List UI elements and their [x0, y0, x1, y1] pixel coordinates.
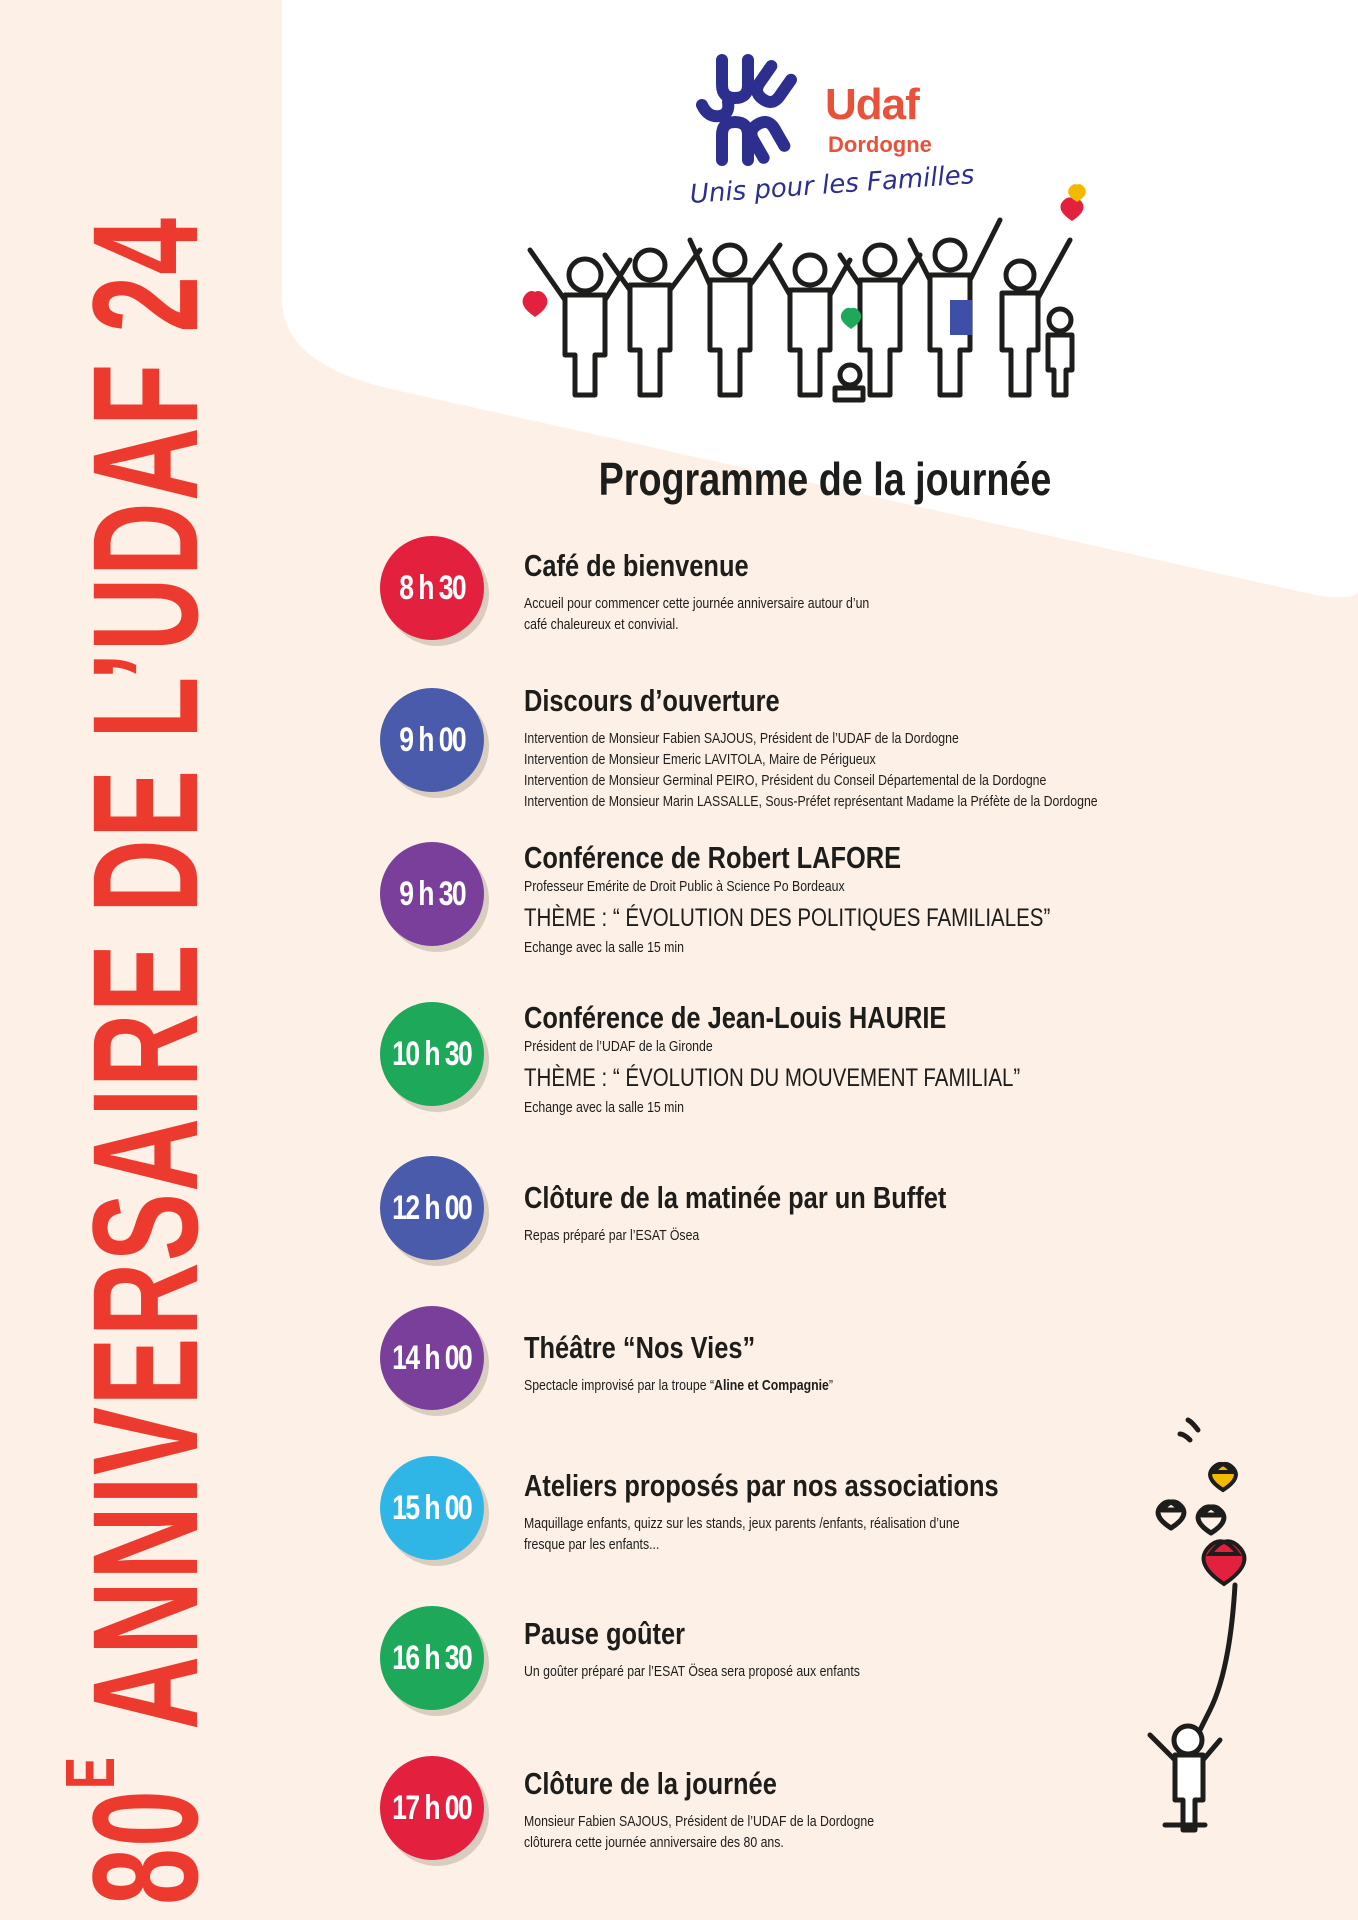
item-heading: Café de bienvenue	[524, 548, 749, 583]
time-label: 15 h 00	[392, 1488, 472, 1527]
item-heading: Ateliers proposés par nos associations	[524, 1468, 999, 1503]
time-label: 9 h 30	[399, 874, 465, 913]
item-description: Intervention de Monsieur Emeric LAVITOLA, Maire de Périgueux	[524, 751, 876, 768]
time-badge	[380, 1306, 484, 1410]
time-badge	[380, 1002, 484, 1106]
item-note: Echange avec la salle 15 min	[524, 1099, 685, 1116]
item-description: Repas préparé par l’ESAT Ösea	[524, 1227, 700, 1244]
title-number: 80	[61, 1788, 229, 1905]
time-label: 17 h 00	[392, 1788, 472, 1827]
time-label: 8 h 30	[399, 568, 465, 607]
item-heading: Conférence de Jean-Louis HAURIE	[524, 1000, 947, 1035]
title-superscript: E	[51, 1755, 129, 1789]
troupe-name: Aline et Compagnie	[714, 1377, 829, 1394]
item-description: Intervention de Monsieur Germinal PEIRO, Président du Conseil Départemental de la Dordogne	[524, 772, 1047, 789]
time-label: 10 h 30	[392, 1034, 472, 1073]
time-label: 16 h 30	[392, 1638, 472, 1677]
item-description: café chaleureux et convivial.	[524, 616, 679, 633]
item-description: fresque par les enfants...	[524, 1536, 660, 1553]
people-crowd-illustration	[510, 160, 1110, 420]
item-note: Echange avec la salle 15 min	[524, 939, 685, 956]
logo-region: Dordogne	[828, 132, 932, 157]
item-theme: THÈME : “ ÉVOLUTION DU MOUVEMENT FAMILIAL”	[524, 1064, 1021, 1092]
time-badge	[380, 688, 484, 792]
item-heading: Théâtre “Nos Vies”	[524, 1330, 756, 1365]
item-heading: Clôture de la journée	[524, 1766, 777, 1801]
item-description: Un goûter préparé par l’ESAT Ösea sera proposé aux enfants	[524, 1663, 860, 1680]
item-description: Intervention de Monsieur Marin LASSALLE, Sous-Préfet représentant Madame la Préfète de la Dordogne	[524, 793, 1098, 810]
title-text: ANNIVERSAIRE DE L’UDAF 24	[61, 216, 229, 1730]
time-badge	[380, 1606, 484, 1710]
item-subtitle: Professeur Emérite de Droit Public à Science Po Bordeaux	[524, 878, 845, 895]
logo-tagline: Unis pour les Familles	[688, 160, 976, 210]
item-heading: Pause goûter	[524, 1616, 686, 1651]
item-description: Accueil pour commencer cette journée anniversaire autour d’un	[524, 595, 870, 612]
item-heading: Discours d’ouverture	[524, 683, 780, 718]
time-label: 9 h 00	[399, 720, 465, 759]
item-theme: THÈME : “ ÉVOLUTION DES POLITIQUES FAMILIALES”	[524, 904, 1051, 932]
udaf-mark-icon	[690, 50, 810, 170]
time-badge	[380, 1156, 484, 1260]
balloon-figure-illustration	[1120, 1410, 1300, 1850]
time-label: 12 h 00	[392, 1188, 472, 1227]
time-badge	[380, 536, 484, 640]
time-label: 14 h 00	[392, 1338, 472, 1377]
time-badge	[380, 1756, 484, 1860]
item-description: Spectacle improvisé par la troupe “Aline et Compagnie”	[524, 1377, 833, 1394]
logo-brand: Udaf	[825, 80, 919, 129]
time-badge	[380, 842, 484, 946]
vertical-title	[45, 65, 245, 1905]
programme-title: Programme de la journée	[598, 453, 1052, 505]
item-heading: Conférence de Robert LAFORE	[524, 840, 902, 875]
item-subtitle: Président de l’UDAF de la Gironde	[524, 1038, 713, 1055]
item-description: clôturera cette journée anniversaire des 80 ans.	[524, 1834, 784, 1851]
item-heading: Clôture de la matinée par un Buffet	[524, 1180, 947, 1215]
item-description: Intervention de Monsieur Fabien SAJOUS, Président de l’UDAF de la Dordogne	[524, 730, 959, 747]
item-description: Maquillage enfants, quizz sur les stands, jeux parents /enfants, réalisation d’une	[524, 1515, 960, 1532]
item-description: Monsieur Fabien SAJOUS, Président de l’UDAF de la Dordogne	[524, 1813, 875, 1830]
time-badge	[380, 1456, 484, 1560]
